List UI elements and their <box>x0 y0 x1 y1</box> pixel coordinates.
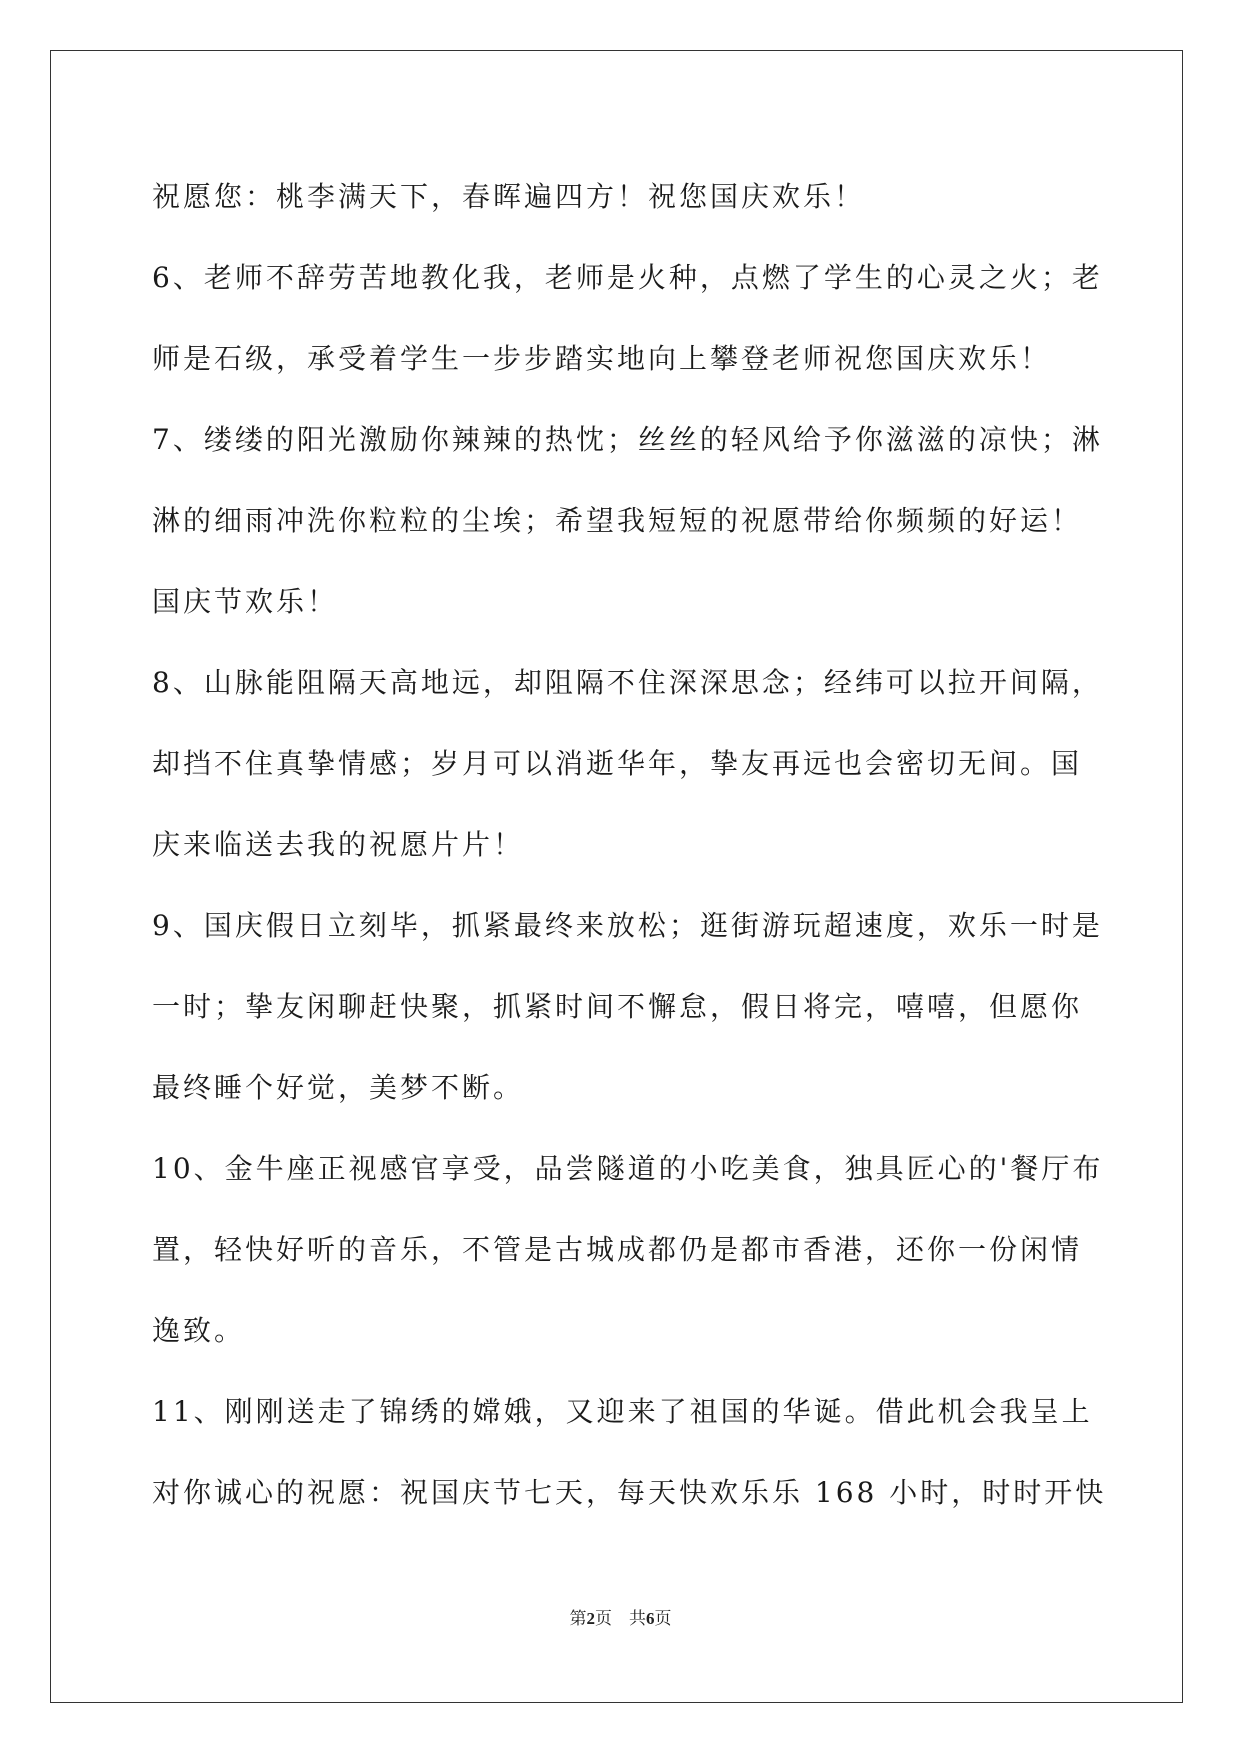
current-page: 2 <box>586 1609 595 1628</box>
total-suffix: 页 <box>654 1609 672 1628</box>
text-line: 师是石级，承受着学生一步步踏实地向上攀登老师祝您国庆欢乐！ <box>152 342 1052 375</box>
text-line: 8、山脉能阻隔天高地远，却阻隔不住深深思念；经纬可以拉开间隔， <box>152 666 1103 699</box>
text-line: 祝愿您：桃李满天下，春晖遍四方！祝您国庆欢乐！ <box>152 180 866 213</box>
text-line: 7、缕缕的阳光激励你辣辣的热忱；丝丝的轻风给予你滋滋的凉快；淋 <box>152 423 1103 456</box>
text-line: 10、金牛座正视感官享受，品尝隧道的小吃美食，独具匠心的'餐厅布 <box>152 1152 1104 1185</box>
page-prefix: 第 <box>569 1609 587 1628</box>
text-line: 国庆节欢乐！ <box>152 585 339 618</box>
page-total <box>629 1609 672 1628</box>
text-line: 逸致。 <box>152 1314 246 1347</box>
document-body <box>152 156 1107 1533</box>
text-line: 庆来临送去我的祝愿片片！ <box>152 828 525 861</box>
text-line: 6、老师不辞劳苦地教化我，老师是火种，点燃了学生的心灵之火；老 <box>152 261 1103 294</box>
text-line: 却挡不住真挚情感；岁月可以消逝华年，挚友再远也会密切无间。国 <box>152 747 1083 780</box>
total-pages: 6 <box>646 1609 655 1628</box>
text-line: 置，轻快好听的音乐，不管是古城成都仍是都市香港，还你一份闲情 <box>152 1233 1083 1266</box>
page-footer <box>0 1604 1241 1629</box>
text-line: 11、刚刚送走了锦绣的嫦娥，又迎来了祖国的华诞。借此机会我呈上 <box>152 1395 1093 1428</box>
text-line: 9、国庆假日立刻毕，抓紧最终来放松；逛街游玩超速度，欢乐一时是 <box>152 909 1103 942</box>
page-number <box>570 1609 613 1628</box>
total-prefix: 共 <box>629 1609 646 1628</box>
text-line: 最终睡个好觉，美梦不断。 <box>152 1071 525 1104</box>
text-line: 对你诚心的祝愿：祝国庆节七天，每天快欢乐乐 168 小时，时时开快 <box>152 1476 1107 1509</box>
page-suffix: 页 <box>595 1609 612 1628</box>
text-line: 淋的细雨冲洗你粒粒的尘埃；希望我短短的祝愿带给你频频的好运！ <box>152 504 1083 537</box>
text-line: 一时；挚友闲聊赶快聚，抓紧时间不懈怠，假日将完，嘻嘻，但愿你 <box>152 990 1083 1023</box>
